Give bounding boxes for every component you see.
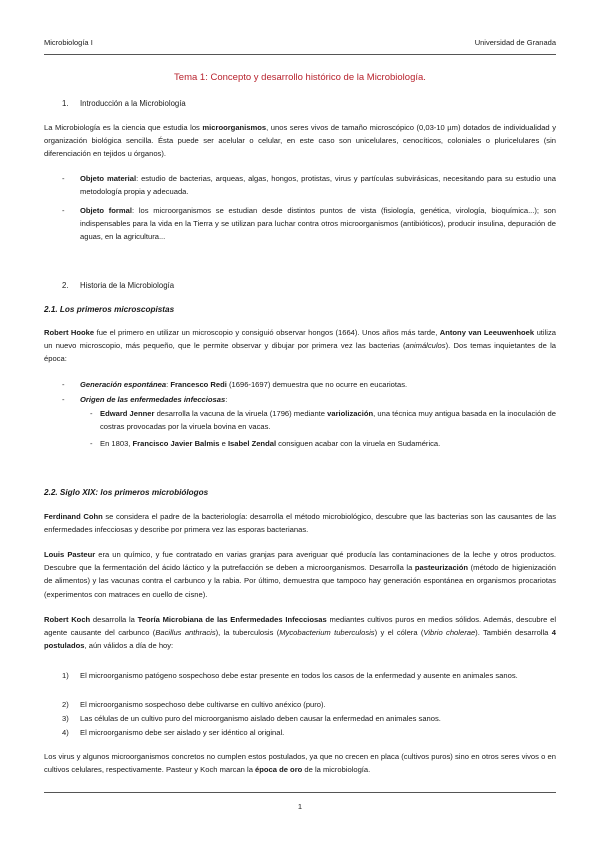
paragraph-pasteur: Louis Pasteur era un químico, y fue contratado en varias granjas para averiguar qué producía las contaminaciones de la leche y otros productos. Descubre que la fermentación del ácido láctico y la putrefacción se deben a microorganismos. Desarrolla la pasteurización (método de higienización de alimentos) y las vacunas contra el carbunco y la rabia. Por último, demuestra que tampoco hay generación espontánea en organismos procariotas (experimentos con matraces en cuello de cisne). xyxy=(44,550,557,599)
footer-rule xyxy=(44,792,556,793)
section-1-number: 1. xyxy=(62,99,69,108)
section-2-heading xyxy=(62,281,174,290)
list-item-objeto-material: - Objeto material: estudio de bacterias, arqueas, algas, hongos, protistas, virus y partículas subvirásicas, necesitando para su estudio una metodología propia y adecuada. xyxy=(62,174,557,197)
section-2-title: Historia de la Microbiología xyxy=(80,281,175,290)
header-rule xyxy=(44,54,556,55)
paragraph-cohn: Ferdinand Cohn se considera el padre de la bacteriología: desarrolla el método microbiológico, descubre que las bacterias son las causantes de las enfermedades infecciosas y describe por primera vez las esporas bacterianas. xyxy=(44,512,556,535)
paragraph-microscopists: Robert Hooke fue el primero en utilizar un microscopio y consiguió observar hongos (1664). Unos años más tarde, Antony van Leeuwenhoek utiliza un nuevo microscopio, más pequeño, que le permite observar y dibujar por primera vez las bacterias (animálculos). Dos temas inquietantes de la época: xyxy=(44,328,557,364)
section-1-title: Introducción a la Microbiología xyxy=(80,99,186,108)
paragraph-koch: Robert Koch desarrolla la Teoría Microbiana de las Enfermedades Infecciosas mediantes cultivos puros en medios sólidos. Además, descubre el agente causante del carbunco (Bacillus anthracis), la tuberculosis (Mycobacterium tuberculosis) y el cólera (Vibrio cholerae). También desarrolla 4 postulados, aún válidos a día de hoy: xyxy=(44,615,557,651)
list-item-origen-enfermedades: - Origen de las enfermedades infecciosas: xyxy=(62,395,228,404)
subsection-2-2-heading: 2.2. Siglo XIX: los primeros microbiólogos xyxy=(44,488,209,497)
postulate-4: 4) El microorganismo debe ser aislado y ser idéntico al original. xyxy=(62,728,285,737)
section-1-intro: La Microbiología es la ciencia que estudia los microorganismos, unos seres vivos de tamaño microscópico (0,03-10 µm) dotados de individualidad y organización biológica sencilla. Ésta puede ser acelular o celular, en este caso son unicelulares, cenocíticos, coloniales o pluricelulares (sin diferenciación en tejidos u órganos). xyxy=(44,123,557,159)
document-title: Tema 1: Concepto y desarrollo histórico de la Microbiología. xyxy=(174,72,426,83)
subsection-2-1-heading: 2.1. Los primeros microscopistas xyxy=(44,305,175,314)
postulate-3: 3) Las células de un cultivo puro del microorganismo aislado deben causar la enfermedad en animales sanos. xyxy=(62,714,441,723)
paragraph-closing: Los virus y algunos microorganismos concretos no cumplen estos postulados, ya que no crecen en placa (cultivos puros) sino en otros seres vivos o en cultivos celulares, respectivamente. Pasteur y Koch marcan la época de oro de la microbiología. xyxy=(44,752,556,775)
header-course: Microbiología I xyxy=(44,38,93,47)
postulate-1: 1) El microorganismo patógeno sospechoso debe estar presente en todos los casos de la enfermedad y ausente en animales sanos. xyxy=(62,671,518,680)
section-2-number: 2. xyxy=(62,281,69,290)
page-number: 1 xyxy=(297,802,303,811)
nested-item-balmis: - En 1803, Francisco Javier Balmis e Isabel Zendal consiguen acabar con la viruela en Sudamérica. xyxy=(90,439,441,448)
section-1-heading xyxy=(62,99,186,108)
list-item-objeto-formal: - Objeto formal: los microorganismos se estudian desde distintos puntos de vista (fisiología, genética, virología, bioquímica...); son indispensables para la vida en la Tierra y se utilizan para luchar contra otros microorganismos (antibióticos), producir insulina, depuración de aguas, en la agricultura... xyxy=(62,206,556,242)
list-item-generacion-espontanea: - Generación espontánea: Francesco Redi (1696-1697) demuestra que no ocurre en eucariotas. xyxy=(62,380,408,389)
header-university: Universidad de Granada xyxy=(474,38,556,47)
postulate-2: 2) El microorganismo sospechoso debe cultivarse en cultivo anéxico (puro). xyxy=(62,700,326,709)
nested-item-jenner: - Edward Jenner desarrolla la vacuna de la viruela (1796) mediante variolización, una técnica muy antigua basada en la inoculación de costras provocadas por la viruela bovina en vacas. xyxy=(90,409,556,432)
